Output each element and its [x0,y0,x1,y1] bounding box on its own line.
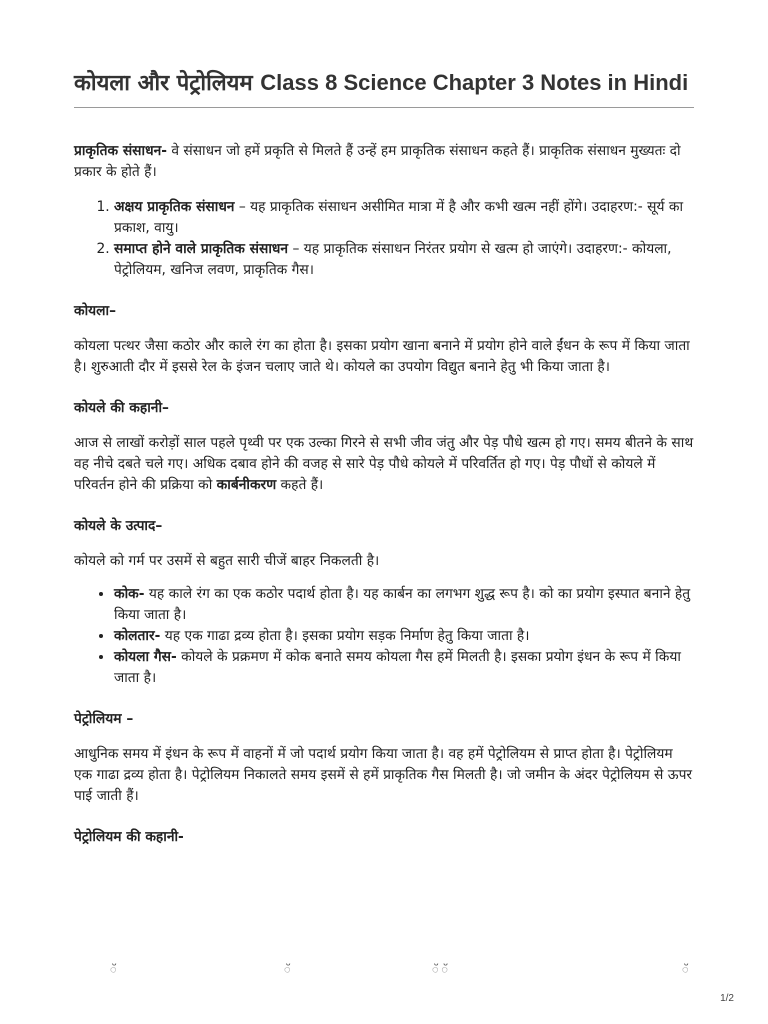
resource-type-term: अक्षय प्राकृतिक संसाधन [114,199,235,215]
list-item [114,239,694,281]
product-term: कोयला गैस- [114,649,177,665]
coal-products-paragraph: कोयले को गर्म पर उसमें से बहुत सारी चीजें बाहर निकलती है। [74,553,380,569]
coal-story-paragraph [74,433,694,496]
clipped-glyph: ॅ [110,963,117,974]
document-page [74,68,694,848]
coal-story-text: आज से लाखों करोड़ों साल पहले पृथ्वी पर एक उल्का गिरने से सभी जीव जंतु और पेड़ पौधे खत्म हो गए। समय बीतने के साथ वह नीचे दबते चले गए। अधिक दबाव होने की वजह से सारे पेड़ पौधे कोयले में परिवर्तित हो गए। पेड़ पौधों से कोयले में परिवर्तन होने की प्रक्रिया को [74,435,694,493]
resource-type-text: – यह प्राकृतिक संसाधन असीमित मात्रा में है और कभी खत्म नहीं होंगे। उदाहरण:- सूर्य का प्रकाश, वायु। [114,199,684,236]
product-term: कोक- [114,586,145,602]
resource-type-term: समाप्त होने वाले प्राकृतिक संसाधन [114,241,289,257]
coal-products-list [74,584,694,689]
list-item [114,197,694,239]
intro-term: प्राकृतिक संसाधन- [74,143,167,159]
clipped-glyph: ॅ [682,963,689,974]
product-text: यह एक गाढा द्रव्य होता है। इसका प्रयोग सड़क निर्माण हेतु किया जाता है। [160,628,530,644]
coal-heading: कोयला– [74,303,116,319]
clipped-glyph: ॅ [284,963,291,974]
coal-story-heading: कोयले की कहानी– [74,400,169,416]
resource-types-list [74,197,694,281]
intro-paragraph [74,141,694,183]
page-title [74,68,694,108]
list-item [114,584,694,626]
product-term: कोलतार- [114,628,161,644]
carbonization-keyword: कार्बनीकरण [216,477,277,493]
petroleum-paragraph: आधुनिक समय में इंधन के रूप में वाहनों में जो पदार्थ प्रयोग किया जाता है। वह हमें पेट्रोलियम से प्राप्त होता है। पेट्रोलियम एक गाढा द्रव्य होता है। पेट्रोलियम निकालते समय इसमें से हमें प्राकृतिक गैस मिलती है। जो जमीन के अंदर पेट्रोलियम से ऊपर पाई जाती हैं। [74,746,693,804]
clipped-text-line [96,962,696,974]
coal-products-heading: कोयले के उत्पाद– [74,518,163,534]
clipped-glyph: ॅ ॅ [432,963,448,974]
coal-paragraph: कोयला पत्थर जैसा कठोर और काले रंग का होता है। इसका प्रयोग खाना बनाने में प्रयोग होने वाले ईंधन के रूप में किया जाता है। शुरुआती दौर में इससे रेल के इंजन चलाए जाते थे। कोयले का उपयोग विद्युत बनाने हेतु भी किया जाता है। [74,338,690,375]
product-text: यह काले रंग का एक कठोर पदार्थ होता है। यह कार्बन का लगभग शुद्ध रूप है। को का प्रयोग इस्पात बनाने हेतु किया जाता है। [114,586,691,623]
petroleum-heading: पेट्रोलियम – [74,711,134,727]
page-number: 1/2 [720,993,734,1004]
petroleum-story-heading: पेट्रोलियम की कहानी- [74,829,184,845]
coal-story-text-end: कहते हैं। [276,477,324,493]
product-text: कोयले के प्रक्रमण में कोक बनाते समय कोयला गैस हमें मिलती है। इसका प्रयोग इंधन के रूप में किया जाता है। [114,649,681,686]
resource-type-text: – यह प्राकृतिक संसाधन निरंतर प्रयोग से खत्म हो जाएंगे। उदाहरण:- कोयला, पेट्रोलियम, खनिज लवण, प्राकृतिक गैस। [114,241,672,278]
intro-text: वे संसाधन जो हमें प्रकृति से मिलते हैं उन्हें हम प्राकृतिक संसाधन कहते हैं। प्राकृतिक संसाधन मुख्यतः दो प्रकार के होते हैं। [74,143,681,180]
list-item [114,647,694,689]
title-hindi: कोयला और पेट्रोलियम [74,71,253,96]
list-item [114,626,694,647]
title-latin: Class 8 Science Chapter 3 Notes in Hindi [260,70,689,95]
